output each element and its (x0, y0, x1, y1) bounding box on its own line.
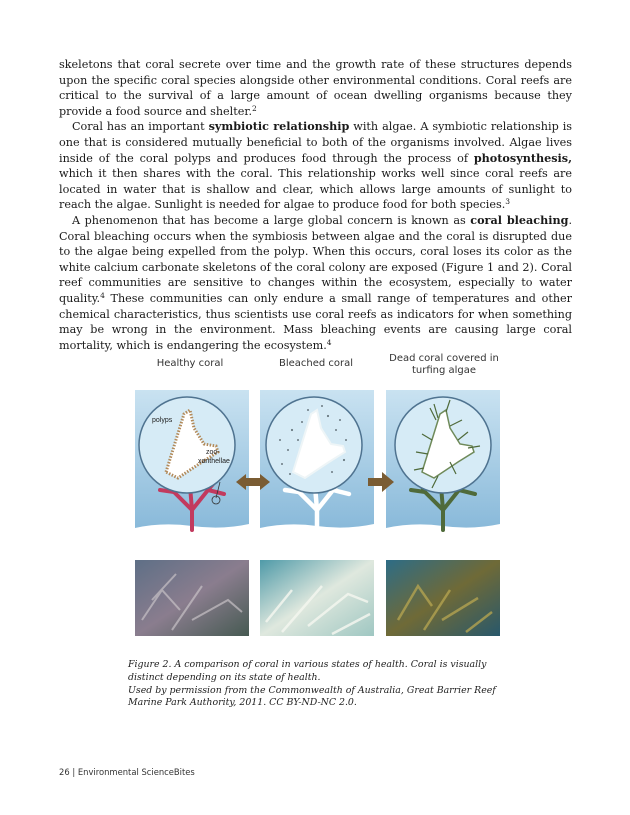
footer-separator: | (72, 767, 76, 777)
footnote-ref[interactable]: 4 (100, 290, 105, 300)
panel-title-healthy: Healthy coral (156, 358, 224, 369)
page-footer (59, 767, 195, 777)
figure-caption: Figure 2. A comparison of coral in various states of health. Coral is visually distinct depending on its state of health. Used by permission from the Commonwealth of Australia, Great Barrier Reef Marine Park Authority, 2011. CC BY-ND-NC 2.0. (128, 659, 496, 709)
page-number: 26 (59, 767, 70, 777)
term-symbiotic-relationship: symbiotic relationship (208, 119, 350, 134)
panel-title-bleached: Bleached coral (278, 358, 354, 369)
publication-name: Environmental ScienceBites (77, 767, 195, 777)
paragraph-1: skeletons that coral secrete over time and the growth rate of these structures depends upon the specific coral species alongside other environmental conditions. Coral reefs are critical to the survival of a large amount of ocean dwelling organisms because they provide a food source and shelter.$^2$ (59, 58, 572, 118)
photo-healthy-coral (135, 560, 249, 636)
footnote-ref[interactable]: 4 (326, 337, 332, 347)
photo-dead-coral (386, 560, 500, 636)
label-zooxanthellae-2: xanthellae (198, 458, 230, 465)
label-zooxanthellae-1: zoo- (206, 449, 220, 456)
coral-health-figure (132, 350, 503, 642)
label-polyps: polyps (152, 417, 173, 424)
footnote-ref[interactable]: 3 (505, 197, 511, 207)
term-coral-bleaching: coral bleaching (470, 212, 569, 227)
panel-title-dead-line2: turfing algae (411, 365, 477, 376)
panel-title-dead-line1: Dead coral covered in (389, 353, 499, 364)
term-photosynthesis: photosynthesis, (473, 150, 572, 165)
coral-diagram (132, 350, 503, 642)
paragraph-3: A phenomenon that has become a large global concern is known as coral bleaching. Coral bleaching occurs when the symbiosis between algae and the coral is disrupted due to the algae being expelled from the polyp. When this occurs, coral loses its color as the white calcium carbonate skeletons of the coral colony are exposed (Figure 1 and 2). Coral reef communities are sensitive to changes within the ecosystem, especially to water quality.$^4$ These communities can only endure a small range of temperatures and other chemical characteristics, thus scientists use coral reefs as indicators for when something may be wrong in the environment. Mass bleaching events are causing large coral mortality, which is endangering the ecosystem.$^4$ (59, 212, 572, 352)
paragraph-2: Coral has an important symbiotic relationship with algae. A symbiotic relationship is one that is considered mutually beneficial to both of the organisms involved. Algae lives inside of the coral polyps and produces food through the process of photosynthesis, which it then shares with the coral. This relationship works well since coral reefs are located in water that is shallow and clear, which allows large amounts of sunlight to reach the algae. Sunlight is needed for algae to produce food for both species.$^3$ (59, 119, 573, 212)
body-text (59, 57, 572, 353)
footnote-ref[interactable]: 2 (252, 103, 257, 113)
